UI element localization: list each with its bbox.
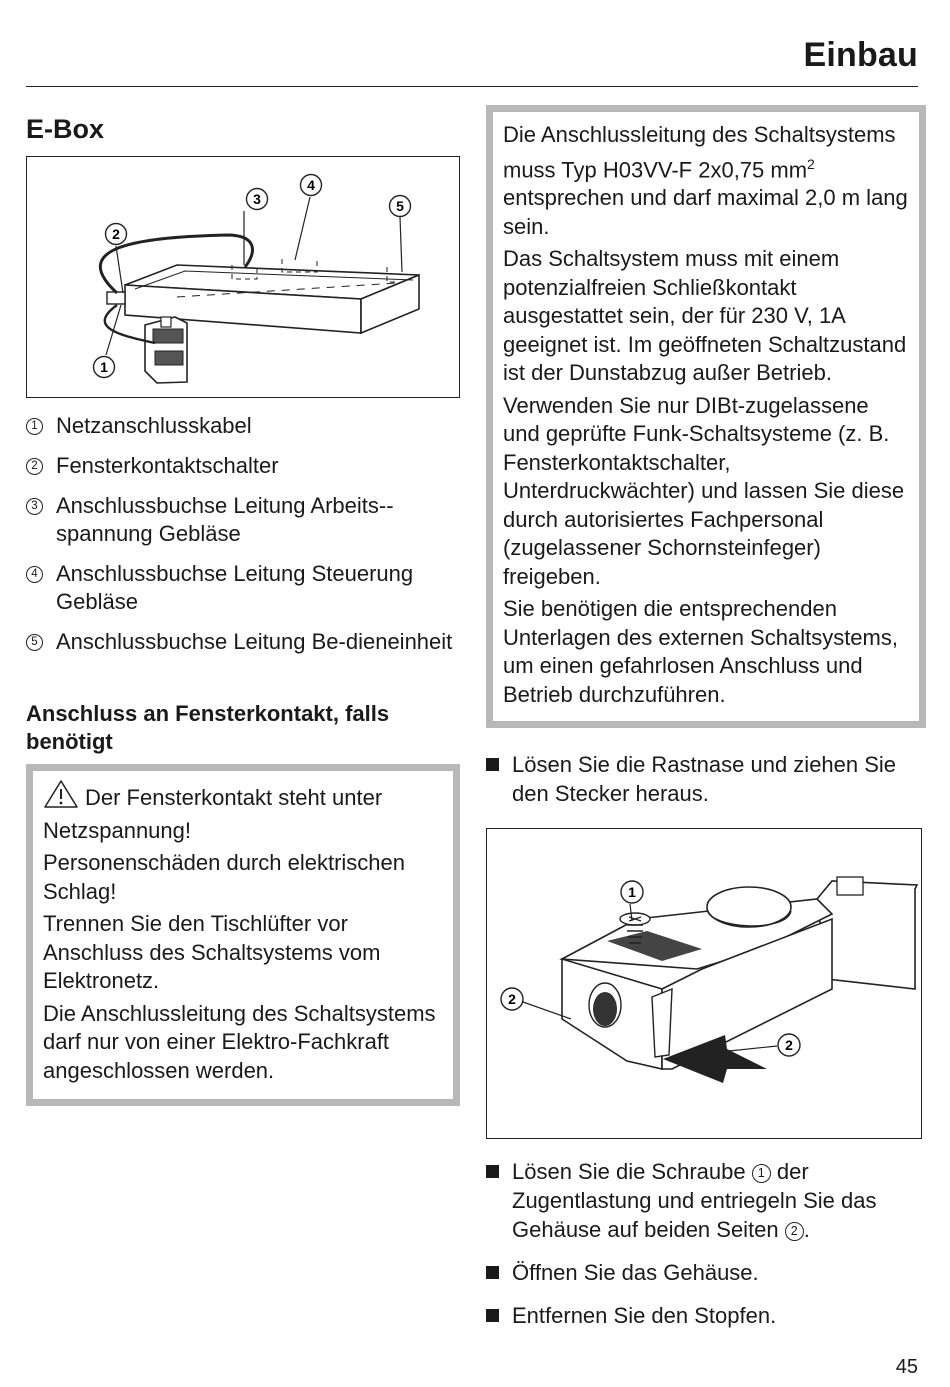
step-item — [486, 1157, 926, 1244]
inline-callout-number: 2 — [785, 1222, 804, 1241]
legend-number: 4 — [26, 566, 43, 583]
svg-text:5: 5 — [396, 198, 404, 214]
warning-paragraph: Personenschäden durch elektrischen Schlag! — [43, 850, 406, 904]
legend-text: Netzanschlusskabel — [56, 413, 252, 438]
step-text: Öffnen Sie das Gehäuse. — [512, 1260, 759, 1286]
legend-text: Fensterkontaktschalter — [56, 453, 279, 478]
right-column — [486, 105, 926, 1344]
warning-text: Der Fensterkontakt steht unter Netzspannung! — [43, 785, 383, 843]
connector-drawing — [487, 829, 920, 1137]
subsection-heading: Anschluss an Fensterkontakt, falls benötigt — [26, 701, 390, 754]
legend-text: Anschlussbuchse Leitung Steuerung Gebläse — [56, 561, 414, 614]
left-column — [26, 110, 460, 1106]
info-paragraph: Verwenden Sie nur DIBt-zugelassene und geprüfte Funk-Schaltsysteme (z. B. Fensterkontaktschalter, Unterdruckwächter) und lassen Sie diese durch autorisiertes Fachpersonal (zugelassener Schornsteinfeger) freigeben. — [503, 392, 905, 589]
callout-1 — [621, 881, 643, 903]
superscript: 2 — [807, 155, 815, 172]
warning-triangle-icon — [43, 779, 79, 817]
step-list — [486, 1157, 926, 1330]
callout-4 — [301, 175, 322, 196]
legend-item — [26, 492, 460, 548]
svg-text:4: 4 — [307, 177, 315, 193]
callout-2-arrow — [778, 1034, 800, 1056]
warning-paragraph: Die Anschlussleitung des Schaltsystems darf nur von einer Elektro-Fachkraft angeschlossen werden. — [43, 1000, 436, 1083]
legend-item — [26, 560, 460, 616]
legend-item — [26, 628, 460, 656]
bullet-square-icon — [486, 1266, 499, 1279]
section-title: E-Box — [26, 114, 105, 144]
legend-number: 3 — [26, 498, 43, 515]
legend-item — [26, 412, 460, 440]
legend-number: 2 — [26, 458, 43, 475]
legend-text: Anschlussbuchse Leitung Be-dieneinheit — [56, 629, 453, 654]
connector-illustration — [486, 828, 922, 1139]
step-item — [486, 750, 926, 808]
step-text: Lösen Sie die Schraube — [512, 1159, 752, 1185]
svg-text:2: 2 — [112, 226, 120, 242]
step-text: Entfernen Sie den Stopfen. — [512, 1303, 777, 1329]
svg-text:1: 1 — [628, 884, 636, 901]
svg-text:1: 1 — [100, 359, 108, 375]
warning-paragraph — [43, 779, 443, 845]
svg-text:2: 2 — [785, 1037, 793, 1054]
bullet-square-icon — [486, 1309, 499, 1322]
warning-box — [26, 764, 460, 1106]
step-item — [486, 1258, 926, 1287]
legend-item — [26, 452, 460, 480]
info-text: Die Anschlussleitung des Schaltsystems muss Typ H03VV-F 2x0,75 mm — [503, 122, 896, 182]
e-box-drawing — [27, 157, 458, 396]
callout-2 — [501, 988, 523, 1010]
legend-text: Anschlussbuchse Leitung Arbeits-spannung Gebläse — [56, 493, 394, 546]
legend-number: 5 — [26, 634, 43, 651]
page-number: 45 — [895, 1356, 918, 1378]
info-paragraph: Sie benötigen die entsprechenden Unterlagen des externen Schaltsystems, um einen gefahrlosen Anschluss und Betrieb durchzuführen. — [503, 596, 898, 707]
info-paragraph: Das Schaltsystem muss mit einem potenzialfreien Schließkontakt ausgestattet sein, der für 230 V, 1A geeignet ist. Im geöffneten Schaltzustand ist der Dunstabzug außer Betrieb. — [503, 246, 907, 386]
callout-1 — [94, 357, 115, 378]
step-text: der Zugentlastung und entriegeln Sie das Gehäuse auf beiden Seiten — [512, 1159, 877, 1243]
callout-5 — [390, 196, 411, 217]
e-box-illustration — [26, 156, 460, 398]
svg-text:2: 2 — [508, 991, 516, 1008]
step-text: Lösen Sie die Rastnase und ziehen Sie den Stecker heraus. — [512, 752, 897, 807]
inline-callout-number: 1 — [752, 1164, 771, 1183]
callout-3 — [247, 189, 268, 210]
svg-text:3: 3 — [253, 191, 261, 207]
step-text: . — [803, 1217, 810, 1243]
info-text: entsprechen und darf maximal 2,0 m lang sein. — [503, 185, 908, 239]
figure-legend — [26, 412, 460, 656]
step-list — [486, 750, 926, 808]
step-item — [486, 1301, 926, 1330]
info-paragraph — [503, 121, 909, 241]
bullet-square-icon — [486, 1165, 499, 1178]
bullet-square-icon — [486, 758, 499, 771]
page-header-title: Einbau — [803, 36, 918, 74]
legend-number: 1 — [26, 418, 43, 435]
warning-paragraph: Trennen Sie den Tischlüfter vor Anschluss des Schaltsystems vom Elektronetz. — [43, 911, 381, 993]
header-divider — [26, 86, 918, 87]
callout-2 — [106, 224, 127, 245]
info-box — [486, 105, 926, 728]
